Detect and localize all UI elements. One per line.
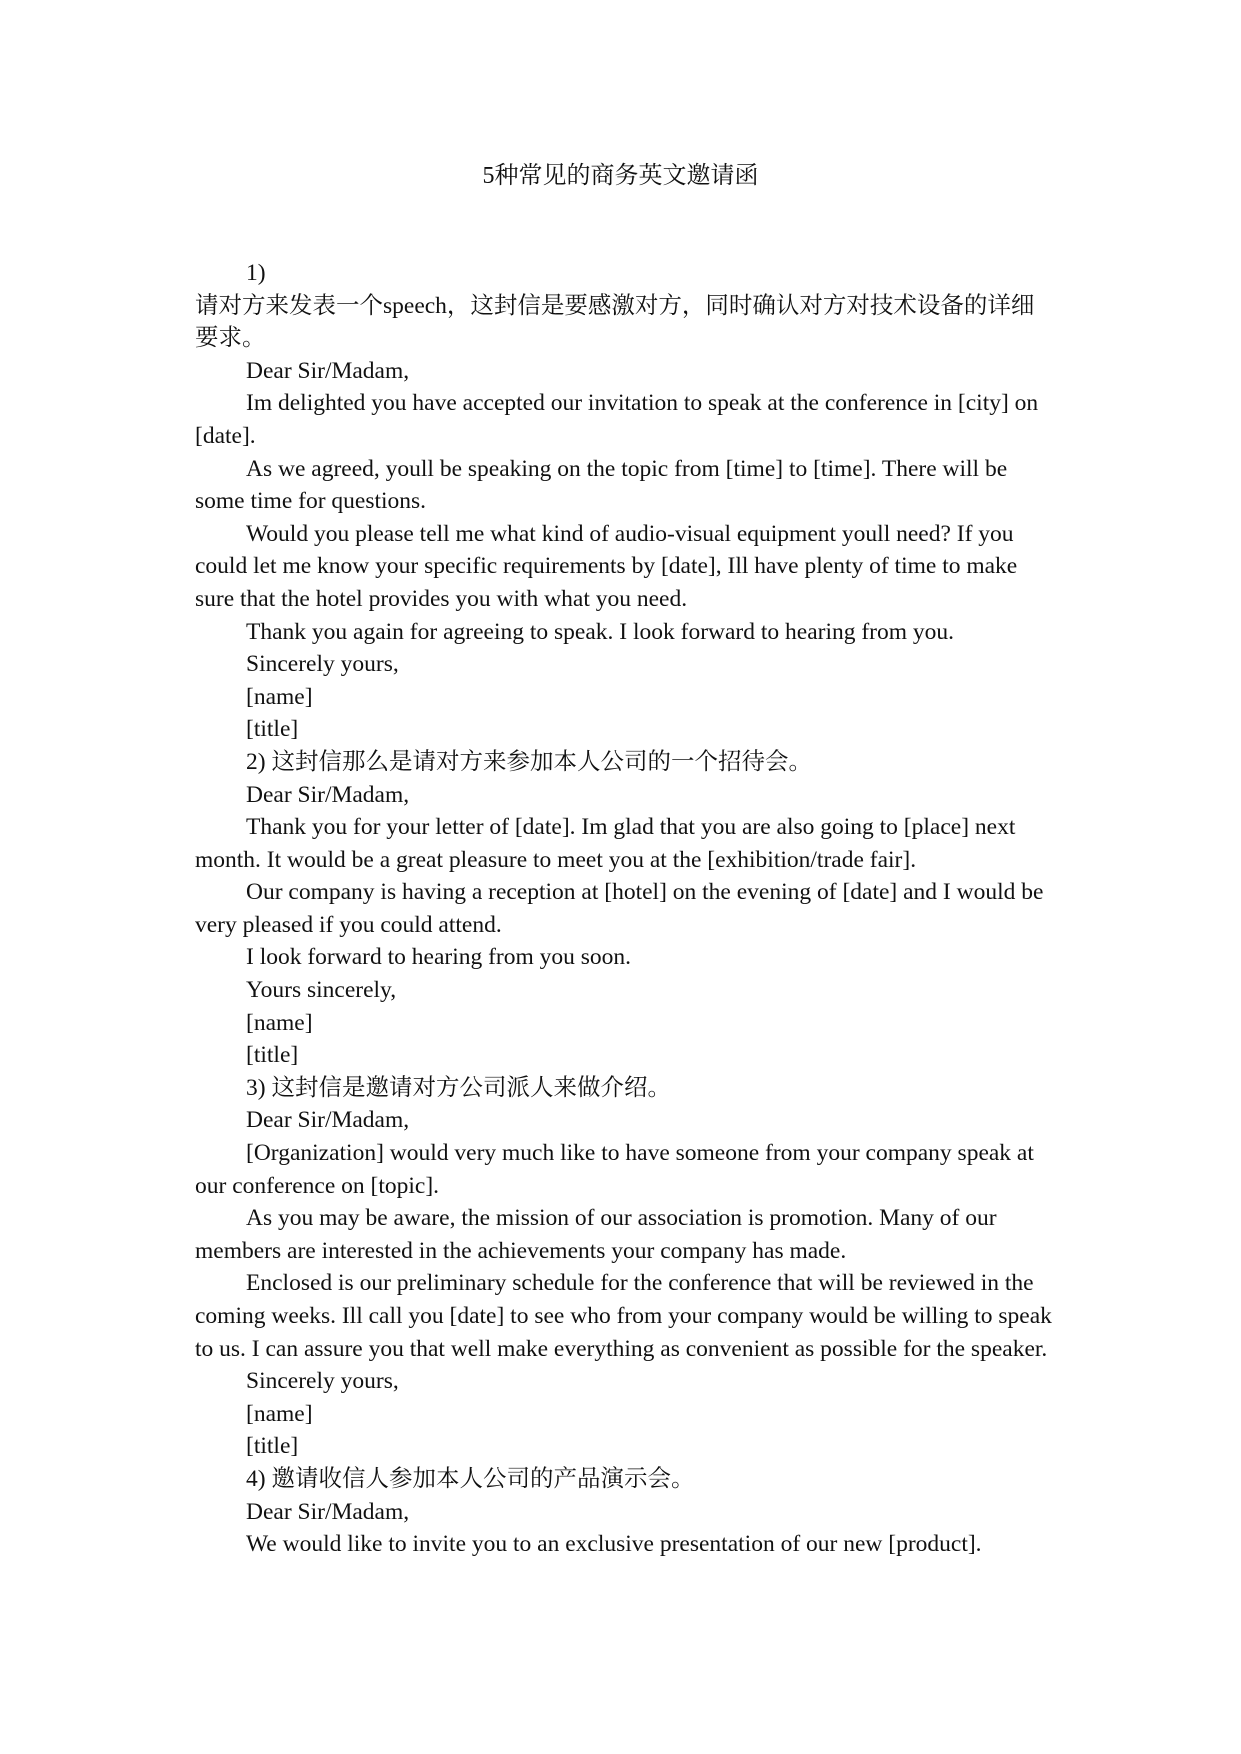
- letter-paragraph: Im delighted you have accepted our invitation to speak at the conference in [city] on [date].: [195, 390, 1039, 449]
- letter-paragraph: As we agreed, youll be speaking on the topic from [time] to [time]. There will be some time for questions.: [195, 455, 1008, 515]
- signature-title: [title]: [246, 1042, 299, 1069]
- signature-title: [title]: [246, 716, 299, 743]
- letter-paragraph: As you may be aware, the mission of our association is promotion. Many of our members are interested in the achievements your company has made.: [195, 1205, 997, 1264]
- letter-paragraph: We would like to invite you to an exclusive presentation of our new [product].: [246, 1531, 982, 1558]
- section-description-1: 请对方来发表一个speech，这封信是要感激对方，同时确认对方对技术设备的详细要求。: [195, 292, 1035, 352]
- salutation: Dear Sir/Madam,: [246, 357, 410, 384]
- section-heading-3: 3) 这封信是邀请对方公司派人来做介绍。: [246, 1074, 671, 1101]
- section-heading-4: 4) 邀请收信人参加本人公司的产品演示会。: [246, 1465, 695, 1492]
- letter-paragraph: I look forward to hearing from you soon.: [246, 944, 632, 971]
- closing: Sincerely yours,: [246, 1368, 399, 1395]
- signature-title: [title]: [246, 1433, 299, 1460]
- letter-paragraph: [Organization] would very much like to have someone from your company speak at our conference on [topic].: [195, 1140, 1034, 1199]
- document-title: 5种常见的商务英文邀请函: [482, 163, 759, 189]
- letter-paragraph: Our company is having a reception at [hotel] on the evening of [date] and I would be very pleased if you could attend.: [195, 879, 1044, 938]
- signature-name: [name]: [246, 683, 313, 710]
- letter-paragraph: Thank you for your letter of [date]. Im glad that you are also going to [place] next month. It would be a great pleasure to meet you at the [exhibition/trade fair].: [195, 814, 1016, 873]
- section-heading-2: 2) 这封信那么是请对方来参加本人公司的一个招待会。: [246, 748, 812, 775]
- letter-paragraph: Thank you again for agreeing to speak. I look forward to hearing from you.: [246, 618, 955, 645]
- letter-paragraph: Enclosed is our preliminary schedule for the conference that will be reviewed in the coming weeks. Ill call you [date] to see who from your company would be willing to speak to us. I can assure you that well make everything as convenient as possible for the speaker.: [195, 1270, 1052, 1362]
- salutation: Dear Sir/Madam,: [246, 1107, 410, 1134]
- signature-name: [name]: [246, 1009, 313, 1036]
- document-body: [195, 257, 1055, 1561]
- salutation: Dear Sir/Madam,: [246, 781, 410, 808]
- closing: Yours sincerely,: [246, 977, 397, 1004]
- section-number-1: 1): [246, 260, 266, 286]
- signature-name: [name]: [246, 1400, 313, 1427]
- salutation: Dear Sir/Madam,: [246, 1498, 410, 1525]
- closing: Sincerely yours,: [246, 651, 399, 678]
- letter-paragraph: Would you please tell me what kind of audio-visual equipment youll need? If you could let me know your specific requirements by [date], Ill have plenty of time to make sure that the hotel provides you with what you need.: [195, 520, 1018, 612]
